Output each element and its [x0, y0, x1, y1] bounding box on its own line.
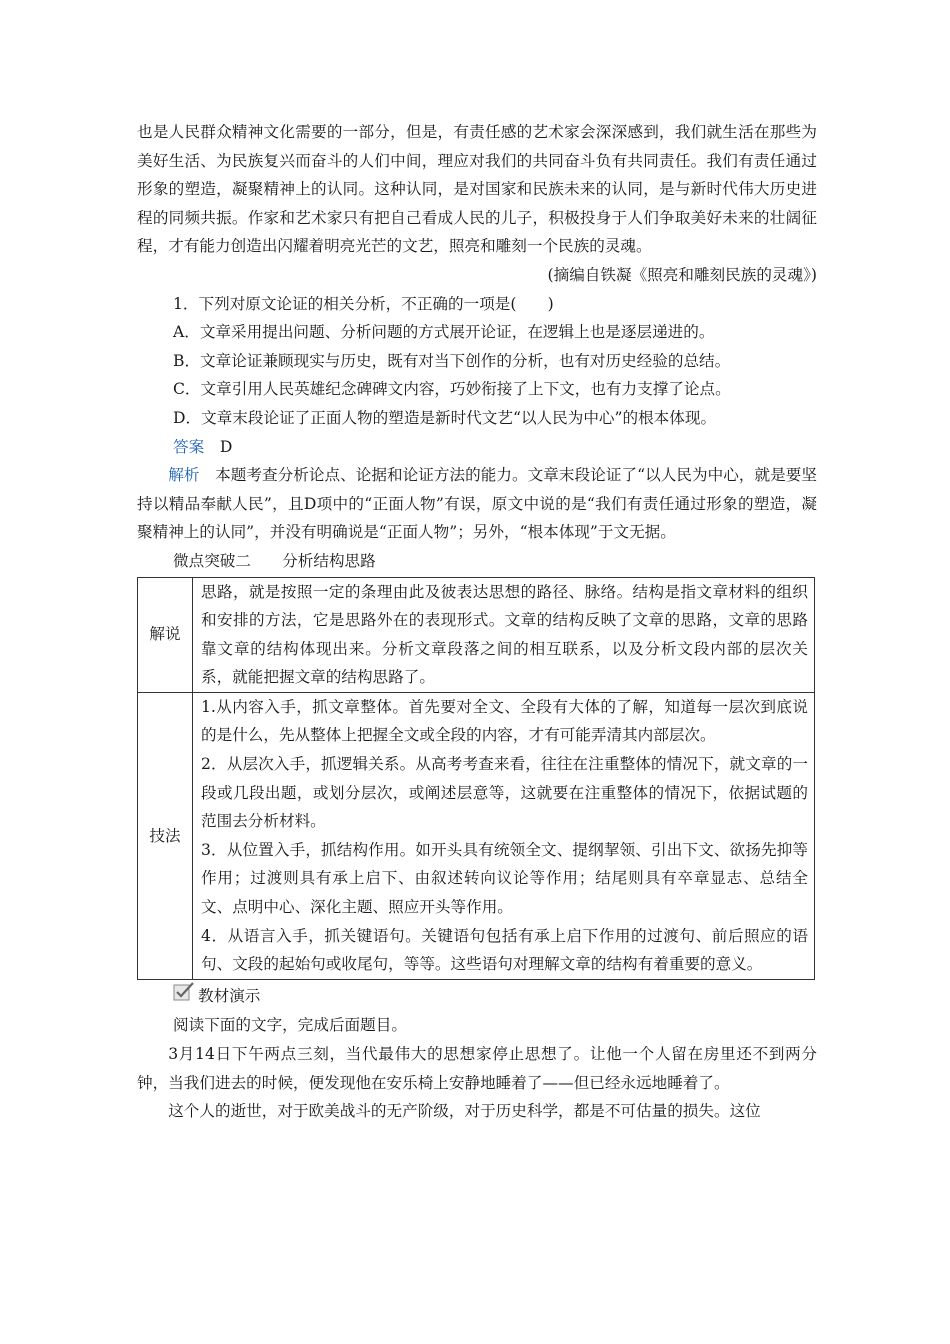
option-a: A．文章采用提出问题、分析问题的方式展开论证，在逻辑上也是逐层递进的。: [173, 323, 715, 342]
question-stem: 1．下列对原文论证的相关分析，不正确的一项是( ): [173, 294, 554, 313]
option-b: B．文章论证兼顾现实与历史，既有对当下创作的分析，也有对历史经验的总结。: [173, 351, 731, 370]
analysis-label: 解析: [168, 466, 200, 485]
table-row: [138, 692, 815, 979]
answer-line: [137, 433, 817, 462]
demo-paragraph-1: 3月14日下午两点三刻，当代最伟大的思想家停止思想了。让他一个人留在房里还不到两分钟，当我们进去的时候，便发现他在安乐椅上安静地睡着了——但已经永远地睡着了。: [137, 1045, 817, 1092]
checkbox-pen-icon: [173, 982, 198, 1012]
technique-item-4: 4．从语言入手，抓关键语句。关键语句包括有承上启下作用的过渡句、前后照应的语句、文段的起始句或收尾句，等等。这些语句对理解文章的结构有着重要的意义。: [201, 926, 808, 974]
technique-item-3: 3．从位置入手，抓结构作用。如开头具有统领全文、提纲挈领、引出下文、欲扬先抑等作用；过渡则具有承上启下、由叙述转向议论等作用；结尾则具有卒章显志、总结全文、点明中心、深化主题、照应开头等作用。: [201, 840, 808, 917]
row-head-explanation: 解说: [138, 577, 193, 692]
technique-item-1: 1.从内容入手，抓文章整体。首先要对全文、全段有大体的了解，知道每一层次到底说的是什么，先从整体上把握全文或全段的内容，才有可能弄清其内部层次。: [201, 697, 808, 745]
analysis-paragraph: [137, 461, 817, 547]
row-body-technique: [193, 692, 815, 979]
table-row: [138, 577, 815, 692]
passage-source: (摘编自铁凝《照亮和雕刻民族的灵魂》): [547, 265, 817, 284]
section-title: 微点突破二 分析结构思路: [173, 551, 376, 570]
option-d: D．文章末段论证了正面人物的塑造是新时代文艺“以人民为中心”的根本体现。: [173, 408, 717, 427]
demo-instruction: 阅读下面的文字，完成后面题目。: [173, 1016, 407, 1035]
demo-heading: [173, 982, 817, 1012]
analysis-text: 本题考查分析论点、论据和论证方法的能力。文章末段论证了“以人民为中心，就是要坚持以精品奉献人民”，且D项中的“正面人物”有误，原文中说的是“我们有责任通过形象的塑造，凝聚精神上的认同”，并没有明确说是“正面人物”；另外，“根本体现”于文无据。: [137, 466, 817, 542]
demo-title: 教材演示: [198, 987, 261, 1006]
option-c: C．文章引用人民英雄纪念碑碑文内容，巧妙衔接了上下文，也有力支撑了论点。: [173, 380, 731, 399]
row-head-technique: 技法: [138, 692, 193, 979]
method-table: [137, 577, 815, 980]
answer-value: D: [219, 437, 233, 456]
answer-label: 答案: [173, 437, 205, 456]
row-body-explanation: [193, 577, 815, 692]
document-page: [137, 118, 817, 1126]
passage-tail: 也是人民群众精神文化需要的一部分，但是，有责任感的艺术家会深深感到，我们就生活在那些为美好生活、为民族复兴而奋斗的人们中间，理应对我们的共同奋斗负有共同责任。我们有责任通过形象的塑造，凝聚精神上的认同。这种认同，是对国家和民族未来的认同，是与新时代伟大历史进程的同频共振。作家和艺术家只有把自己看成人民的儿子，积极投身于人们争取美好未来的壮阔征程，才有能力创造出闪耀着明亮光芒的文艺，照亮和雕刻一个民族的灵魂。: [137, 123, 817, 256]
explanation-text: 思路，就是按照一定的条理由此及彼表达思想的路径、脉络。结构是指文章材料的组织和安排的方法，它是思路外在的表现形式。文章的结构反映了文章的思路，文章的思路靠文章的结构体现出来。分析文章段落之间的相互联系，以及分析文段内部的层次关系，就能把握文章的结构思路了。: [201, 582, 808, 687]
demo-paragraph-2: 这个人的逝世，对于欧美战斗的无产阶级，对于历史科学，都是不可估量的损失。这位: [168, 1102, 761, 1121]
technique-item-2: 2．从层次入手，抓逻辑关系。从高考考查来看，往往在注重整体的情况下，就文章的一段或几段出题，或划分层次，或阐述层意等，这就要在注重整体的情况下，依据试题的范围去分析材料。: [201, 755, 808, 831]
